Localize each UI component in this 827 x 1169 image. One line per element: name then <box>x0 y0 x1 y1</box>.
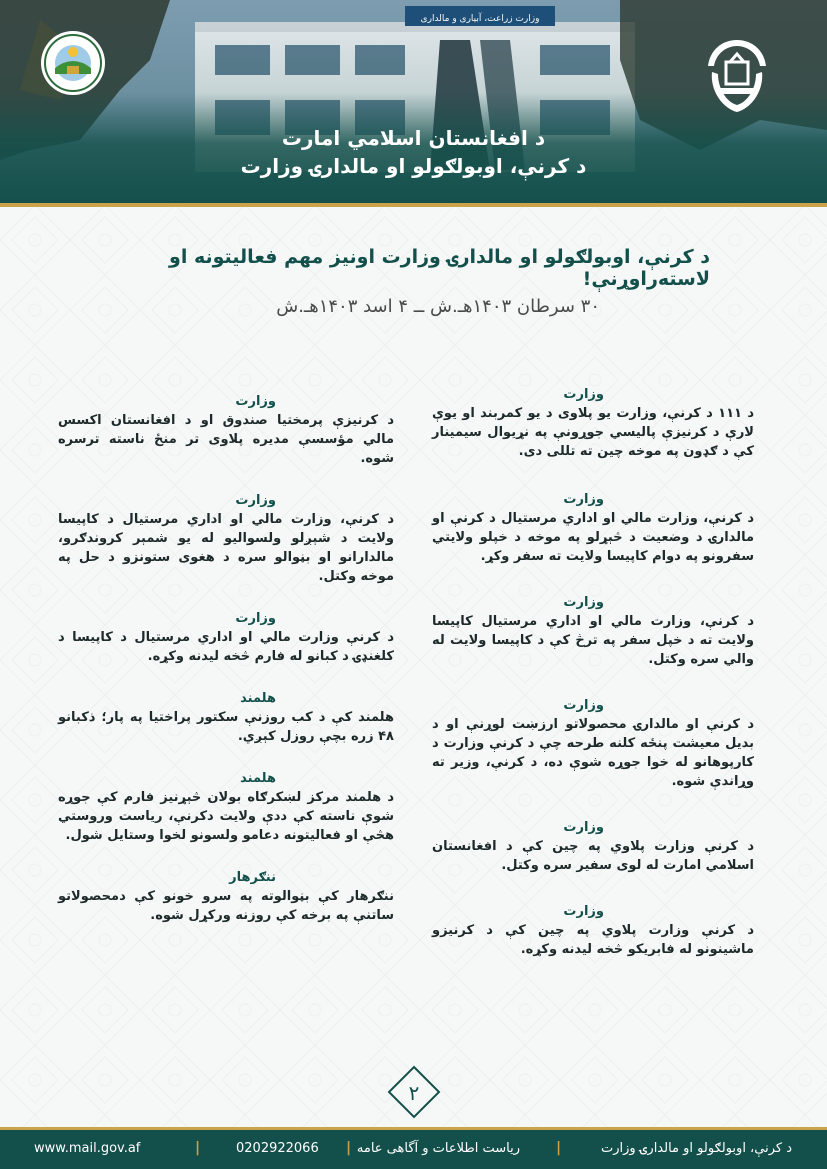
news-item <box>58 610 394 666</box>
news-item <box>58 690 394 746</box>
news-text: د هلمند مرکز لښکرګاه بولان څېړنیز فارم کې جوړه شوې ناسته کې ددې ولایت دکرنې، ریاست وروستي هڅې او فعالیتونه دعامو ولسونو لخوا وستایل شول. <box>58 790 394 843</box>
news-item <box>432 697 754 791</box>
news-text: د کرنې وزارت پلاوي په چین کې د افغانستان اسلامي امارت له لوی سفیر سره وکتل. <box>432 839 754 873</box>
news-text: د کرنیزې پرمختیا صندوق او د افغانستان اکسس مالي مؤسسې مدیره پلاوی تر منځ ناسته ترسره شوه. <box>58 413 394 466</box>
news-heading: وزارت <box>235 611 276 626</box>
directorate-name: ریاست اطلاعات و آگاهی عامه <box>356 1141 520 1156</box>
right-column <box>432 386 754 959</box>
news-item <box>58 770 394 845</box>
news-text: د کرنې، وزارت مالي او اداري مرستیال د کرنې او مالدارۍ د وضعیت د څېړلو په موخه د خپلو ولایتي سفرونو په دوام کاپیسا ولایت ته سفر وکړ. <box>432 511 754 564</box>
website-link[interactable]: www.mail.gov.af <box>34 1141 141 1156</box>
news-heading: هلمند <box>240 691 276 706</box>
date-range: ۳۰ سرطان ۱۴۰۳هـ.ش ــ ۴ اسد ۱۴۰۳هـ.ش <box>276 296 600 317</box>
news-text: ننګرهار کې بڼوالوته په سرو خونو کې دمحصولاتو ساتنې په برخه کې روزنه ورکړل شوه. <box>58 889 394 923</box>
news-heading: وزارت <box>563 492 604 507</box>
left-column <box>58 393 394 925</box>
news-text: د ۱۱۱ د کرنې، وزارت یو پلاوی د یو کمربند او یوې لارې د کرنیزې پالیسي جوړونې په نړیوال سیمینار کې د ګډون په موخه چین ته تللی دی. <box>432 406 754 459</box>
news-heading: وزارت <box>563 820 604 835</box>
ministry-name: د کرنې، اوبولګولو او مالدارۍ وزارت <box>240 154 587 178</box>
news-heading: وزارت <box>563 595 604 610</box>
news-text: د کرنې وزارت پلاوي په چین کې د کرنیزو ماشینونو له فابریکو څخه لیدنه وکړه. <box>432 923 754 957</box>
news-item <box>432 491 754 566</box>
news-text: د کرنې، وزارت مالي او اداري مرستیال د کاپیسا ولایت د شېږلو ولسوالیو له یو شمېر کروندګرو، مالدارانو او بڼوالو سره د هغوی ستونزو د حل په موخه وکتل. <box>58 512 394 584</box>
news-heading: وزارت <box>563 904 604 919</box>
page-number-badge <box>387 1065 441 1119</box>
news-heading: ننګرهار <box>229 870 276 885</box>
news-heading: وزارت <box>235 394 276 409</box>
news-item <box>432 903 754 959</box>
news-text: د کرنې، وزارت مالي او اداري مرستیال کاپیسا ولایت ته د خپل سفر په ترڅ کې د کاپیسا ولایت له والي سره وکتل. <box>432 614 754 667</box>
page-number: ۲ <box>408 1081 420 1105</box>
news-item <box>432 819 754 875</box>
news-item <box>432 594 754 669</box>
news-heading: هلمند <box>240 771 276 786</box>
page-title: د کرنې، اوبولګولو او مالدارۍ وزارت اونیز مهم فعالیتونه او لاسته‌راوړنې! <box>169 246 710 290</box>
news-heading: وزارت <box>563 698 604 713</box>
emirate-name: د افغانستان اسلامي امارت <box>281 126 546 150</box>
news-text: د کرنې وزارت مالي او اداري مرستیال د کاپیسا د کلغنډۍ د کبانو له فارم څخه لیدنه وکړه. <box>58 630 394 664</box>
news-heading: وزارت <box>563 387 604 402</box>
phone-number: 0202922066 <box>236 1141 319 1156</box>
header-gold-line <box>0 203 827 207</box>
news-item <box>58 869 394 925</box>
news-text: د کرنې او مالدارۍ محصولاتو ارزښت لوړنې او د بدیل معیشت پنځه کلنه طرحه چې د کرنې وزارت د کارپوهانو له خوا جوړه شوې ده، د کرنې، وزیر ته وړاندې شوه. <box>432 717 754 789</box>
header-title <box>0 124 827 180</box>
news-item <box>58 492 394 586</box>
footer-separator: | <box>556 1140 562 1156</box>
emirate-emblem <box>692 32 782 122</box>
footer-separator: | <box>195 1140 201 1156</box>
news-text: هلمند کې د کب روزنې سکتور پراختیا په پار؛ ذکبانو ۴۸ زره بچې روزل کېږي. <box>58 710 394 744</box>
ministry-logo <box>40 30 106 96</box>
footer-separator: | <box>346 1140 352 1156</box>
news-item <box>58 393 394 468</box>
news-heading: وزارت <box>235 493 276 508</box>
news-item <box>432 386 754 461</box>
footer-ministry-name: د کرنې، اوبولګولو او مالدارۍ وزارت <box>600 1141 792 1156</box>
